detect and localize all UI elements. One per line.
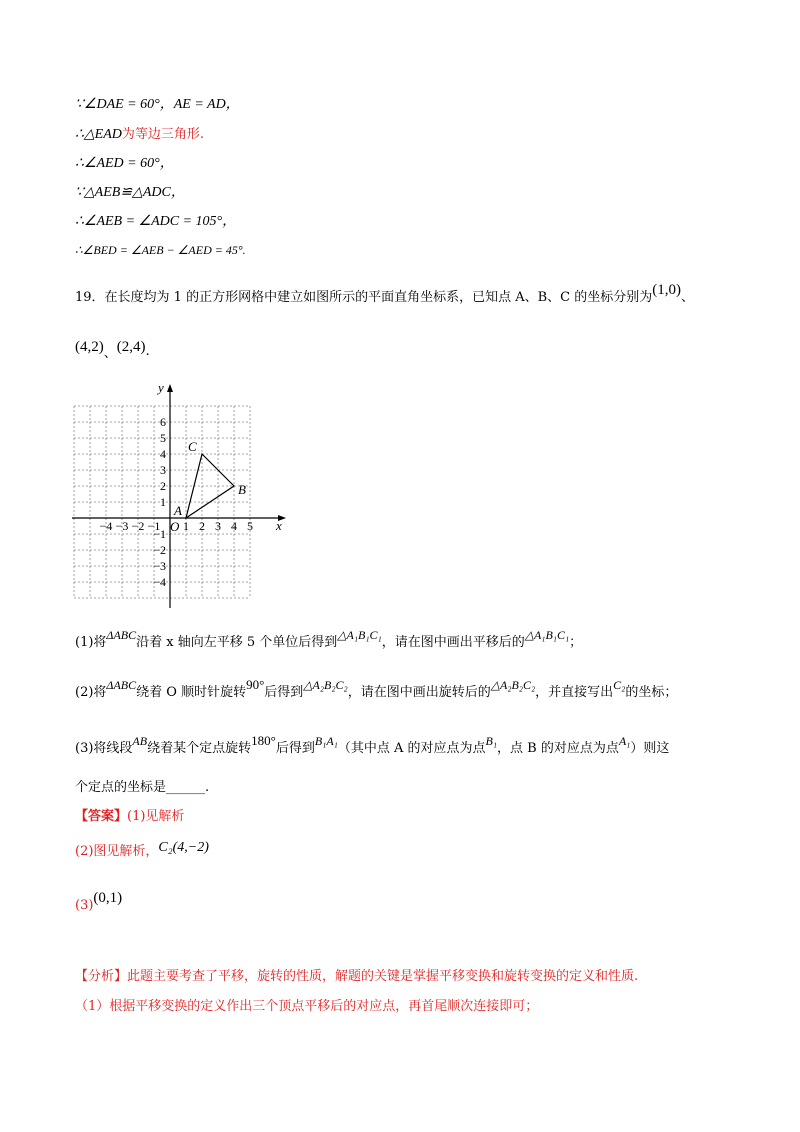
y-tick-label: 5: [160, 431, 166, 445]
q3-f: ）则这: [630, 741, 670, 756]
axes: [72, 380, 286, 608]
y-tick-label: −1: [153, 527, 166, 541]
x-tick-label: 1: [183, 519, 189, 533]
q3-e: ，点 B 的对应点为点: [497, 741, 619, 756]
analysis-line-2: [75, 998, 538, 1016]
q1-b: 沿着 x 轴向左平移 5 个单位后得到: [136, 635, 338, 650]
y-axis-arrow: [167, 384, 173, 392]
point-label-b: B: [238, 482, 246, 497]
q2-triangle: ΔABC: [106, 678, 137, 692]
question-3-line-2: [75, 779, 209, 797]
q2-b: 绕着 O 顺时针旋转: [136, 685, 247, 700]
answer-2-math: C₂(4,−2): [158, 840, 209, 855]
answer-2-text: (2)图见解析，: [75, 844, 159, 859]
q3-b: 绕着某个定点旋转: [147, 741, 252, 756]
q1-c: ，请在图中画出平移后的: [381, 635, 525, 650]
y-tick-label: 2: [160, 479, 166, 493]
x-tick-label: 3: [215, 519, 221, 533]
solution-line-4-text: ∵△AEB≌△ADC，: [75, 185, 185, 200]
q1-triangle-1: △A₁B₁C₁: [337, 628, 382, 642]
point-label-a: A: [174, 503, 182, 518]
y-axis-label: y: [158, 380, 164, 395]
origin-label: O: [170, 519, 180, 534]
answer-3-text: (3): [75, 898, 94, 913]
problem-sep-1: 、: [680, 290, 694, 305]
x-tick-label: −1: [147, 519, 161, 533]
problem-coords-line: [75, 338, 150, 361]
y-tick-label: 6: [160, 415, 166, 429]
q1-d: ；: [569, 635, 583, 650]
q2-c: 后得到: [264, 685, 304, 700]
solution-line-4: [75, 184, 185, 202]
q2-d: ，请在图中画出旋转后的: [347, 685, 491, 700]
q3-point-a1: A₁: [618, 734, 631, 748]
solution-line-5: [75, 213, 236, 231]
y-tick-label: −2: [153, 543, 166, 557]
q3-point-b1: B₁: [485, 734, 498, 748]
answer-line-3: [75, 890, 123, 915]
q2-degree: 90°: [246, 677, 265, 692]
x-tick-label: −4: [99, 519, 113, 533]
x-tick-label: 4: [231, 519, 237, 533]
question-3: [75, 733, 670, 758]
y-tick-label: −3: [153, 559, 166, 573]
solution-line-1: [75, 96, 240, 114]
answer-3-math: (0,1): [93, 890, 123, 906]
q2-a: (2)将: [75, 685, 107, 700]
coord-c: (2,4): [116, 339, 146, 355]
q3-a: (3)将线段: [75, 741, 133, 756]
analysis-text: 此题主要考查了平移，旋转的性质，解题的关键是掌握平移变换和旋转变换的定义和性质.: [127, 969, 639, 984]
solution-line-2: [75, 126, 204, 144]
q3-line2: 个定点的坐标是______.: [75, 780, 210, 795]
solution-line-2-text: 为等边三角形.: [121, 127, 205, 142]
x-tick-label: 5: [247, 519, 253, 533]
problem-intro-line: [75, 282, 694, 307]
solution-line-5-text: ∴∠AEB = ∠ADC = 105°，: [75, 214, 237, 229]
solution-line-3-text: ∴∠AED = 60°，: [75, 156, 174, 171]
analysis-step-1: （1）根据平移变换的定义作出三个顶点平移后的对应点，再首尾顺次连接即可；: [75, 999, 539, 1014]
q3-segment-2: B₁A₁: [314, 734, 338, 748]
solution-line-6: [75, 241, 246, 260]
coord-b: (4,2): [75, 339, 104, 355]
solution-line-6-text: ∴∠BED = ∠AEB − ∠AED = 45°.: [75, 243, 246, 257]
answer-line-1: [75, 808, 184, 826]
q3-d: （其中点 A 的对应点为点: [337, 741, 486, 756]
q1-triangle: ΔABC: [106, 628, 137, 642]
analysis-line-1: [75, 968, 638, 986]
x-tick-label: −2: [131, 519, 145, 533]
q2-triangle-2b: △A₂B₂C₂: [490, 678, 536, 692]
problem-sep-2: 、: [103, 346, 117, 361]
solution-line-2-math: ∴△EAD: [75, 127, 122, 142]
q2-triangle-2: △A₂B₂C₂: [303, 678, 348, 692]
q3-degree: 180°: [251, 733, 276, 748]
q1-a: (1)将: [75, 635, 107, 650]
q3-c: 后得到: [275, 741, 315, 756]
coord-a: (1,0): [652, 282, 681, 298]
y-tick-label: 3: [160, 463, 166, 477]
coordinate-grid-figure: [60, 380, 300, 615]
analysis-label: 【分析】: [75, 969, 128, 984]
x-tick-label: 2: [199, 519, 205, 533]
solution-line-3: [75, 155, 174, 173]
question-2: [75, 677, 678, 702]
solution-line-1-text: ∵∠DAE = 60°，AE = AD，: [75, 97, 240, 112]
y-tick-label: −4: [153, 575, 166, 589]
x-tick-label: −3: [115, 519, 129, 533]
q2-point-c2: C₂: [613, 678, 626, 692]
question-1: [75, 628, 583, 652]
answer-1: (1)见解析: [127, 809, 185, 824]
problem-end: .: [145, 344, 150, 359]
y-tick-label: 4: [160, 447, 166, 461]
q1-triangle-1b: △A₁B₁C₁: [524, 628, 570, 642]
point-labels: [173, 439, 246, 518]
answer-label: 【答案】: [75, 809, 128, 824]
answer-line-2: [75, 840, 209, 861]
x-axis-label: x: [276, 518, 282, 533]
y-tick-label: 1: [160, 495, 166, 509]
q3-segment: AB: [132, 734, 148, 748]
problem-intro: 19．在长度均为 1 的正方形网格中建立如图所示的平面直角坐标系，已知点 A、B、C 的坐标分别为: [75, 290, 653, 305]
point-label-c: C: [188, 439, 197, 454]
q2-f: 的坐标；: [625, 685, 678, 700]
q2-e: ，并直接写出: [535, 685, 614, 700]
